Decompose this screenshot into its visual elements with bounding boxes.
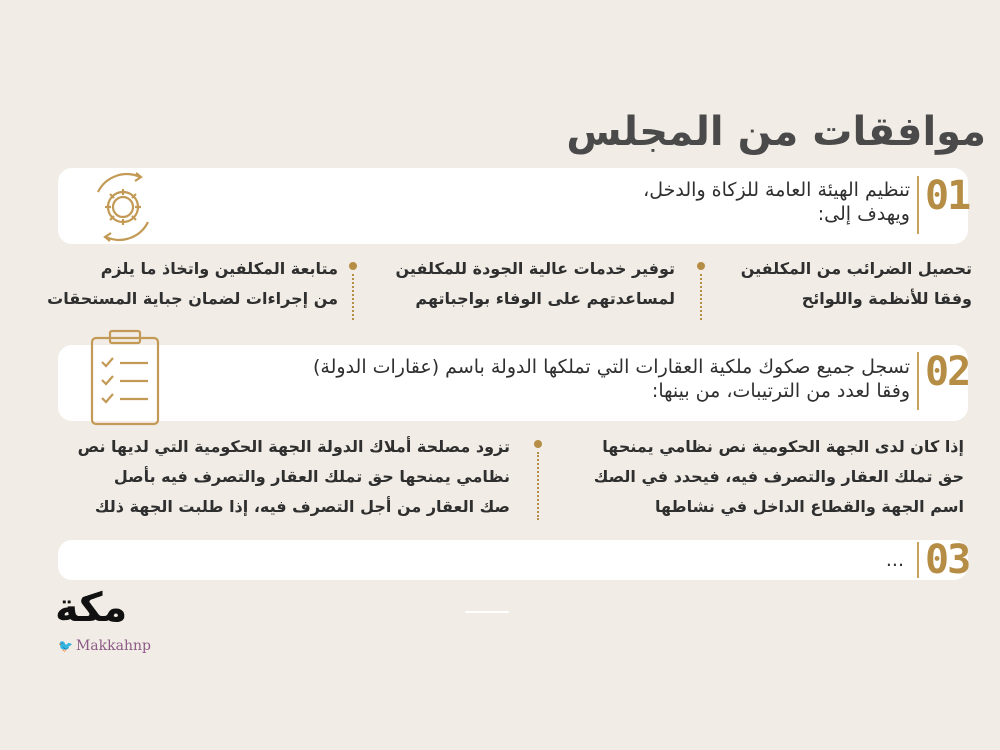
clipboard-checklist-icon — [88, 328, 164, 428]
section-01-number: 01 — [925, 173, 970, 219]
bullet-line: متابعة المكلفين واتخاذ ما يلزم — [100, 259, 338, 278]
gear-cycle-icon — [78, 162, 168, 252]
page-title: موافقات من المجلس — [566, 109, 986, 155]
lead-line: ويهدف إلى: — [817, 203, 910, 225]
bullet-divider — [537, 452, 539, 520]
section-01-bullet-3 — [8, 254, 338, 314]
section-03-divider — [917, 542, 919, 578]
bullet-line: من إجراءات لضمان جباية المستحقات — [47, 289, 338, 308]
bullet-dot — [534, 440, 542, 448]
section-01-divider — [917, 176, 919, 234]
section-02-bullet-2 — [10, 432, 510, 522]
section-02-bullet-1 — [524, 432, 964, 522]
lead-line: وفقا لعدد من الترتيبات، من بينها: — [651, 380, 910, 402]
makkah-logo: مكة — [55, 585, 128, 631]
bullet-line: نظامي يمنحها حق تملك العقار والتصرف فيه بأصل — [113, 467, 510, 486]
bullet-line: حق تملك العقار والتصرف فيه، فيحدد في الصك — [593, 467, 964, 486]
twitter-bird-icon: 🐦 — [58, 639, 73, 653]
bullet-line: اسم الجهة والقطاع الداخل في نشاطها — [654, 497, 964, 516]
lead-line: تسجل جميع صكوك ملكية العقارات التي تملكها الدولة باسم (عقارات الدولة) — [313, 356, 910, 378]
bullet-line: صك العقار من أجل التصرف فيه، إذا طلبت الجهة ذلك — [94, 497, 510, 516]
bullet-line: تزود مصلحة أملاك الدولة الجهة الحكومية التي لديها نص — [77, 437, 510, 456]
bullet-divider — [700, 274, 702, 320]
bullet-dot — [697, 262, 705, 270]
bullet-dot — [349, 262, 357, 270]
bullet-line: إذا كان لدى الجهة الحكومية نص نظامي يمنحها — [602, 437, 964, 456]
logo-handle — [58, 638, 151, 654]
section-03-lead: ... — [885, 549, 904, 571]
bullet-line: تحصيل الضرائب من المكلفين — [740, 259, 972, 278]
bullet-line: وفقا للأنظمة واللوائح — [801, 289, 972, 308]
section-01-lead — [310, 178, 910, 226]
section-02-number: 02 — [925, 349, 970, 395]
section-01-bullet-1 — [712, 254, 972, 314]
bullet-divider — [352, 274, 354, 320]
section-03-number: 03 — [925, 537, 970, 583]
section-02-lead — [170, 355, 910, 403]
twitter-handle: Makkahnp — [75, 638, 151, 654]
bullet-line: لمساعدتهم على الوفاء بواجباتهم — [415, 289, 675, 308]
lead-line: تنظيم الهيئة العامة للزكاة والدخل، — [643, 179, 910, 201]
section-01-bullet-2 — [345, 254, 675, 314]
section-02-divider — [917, 352, 919, 410]
bullet-line: توفير خدمات عالية الجودة للمكلفين — [395, 259, 675, 278]
divider — [465, 611, 509, 613]
